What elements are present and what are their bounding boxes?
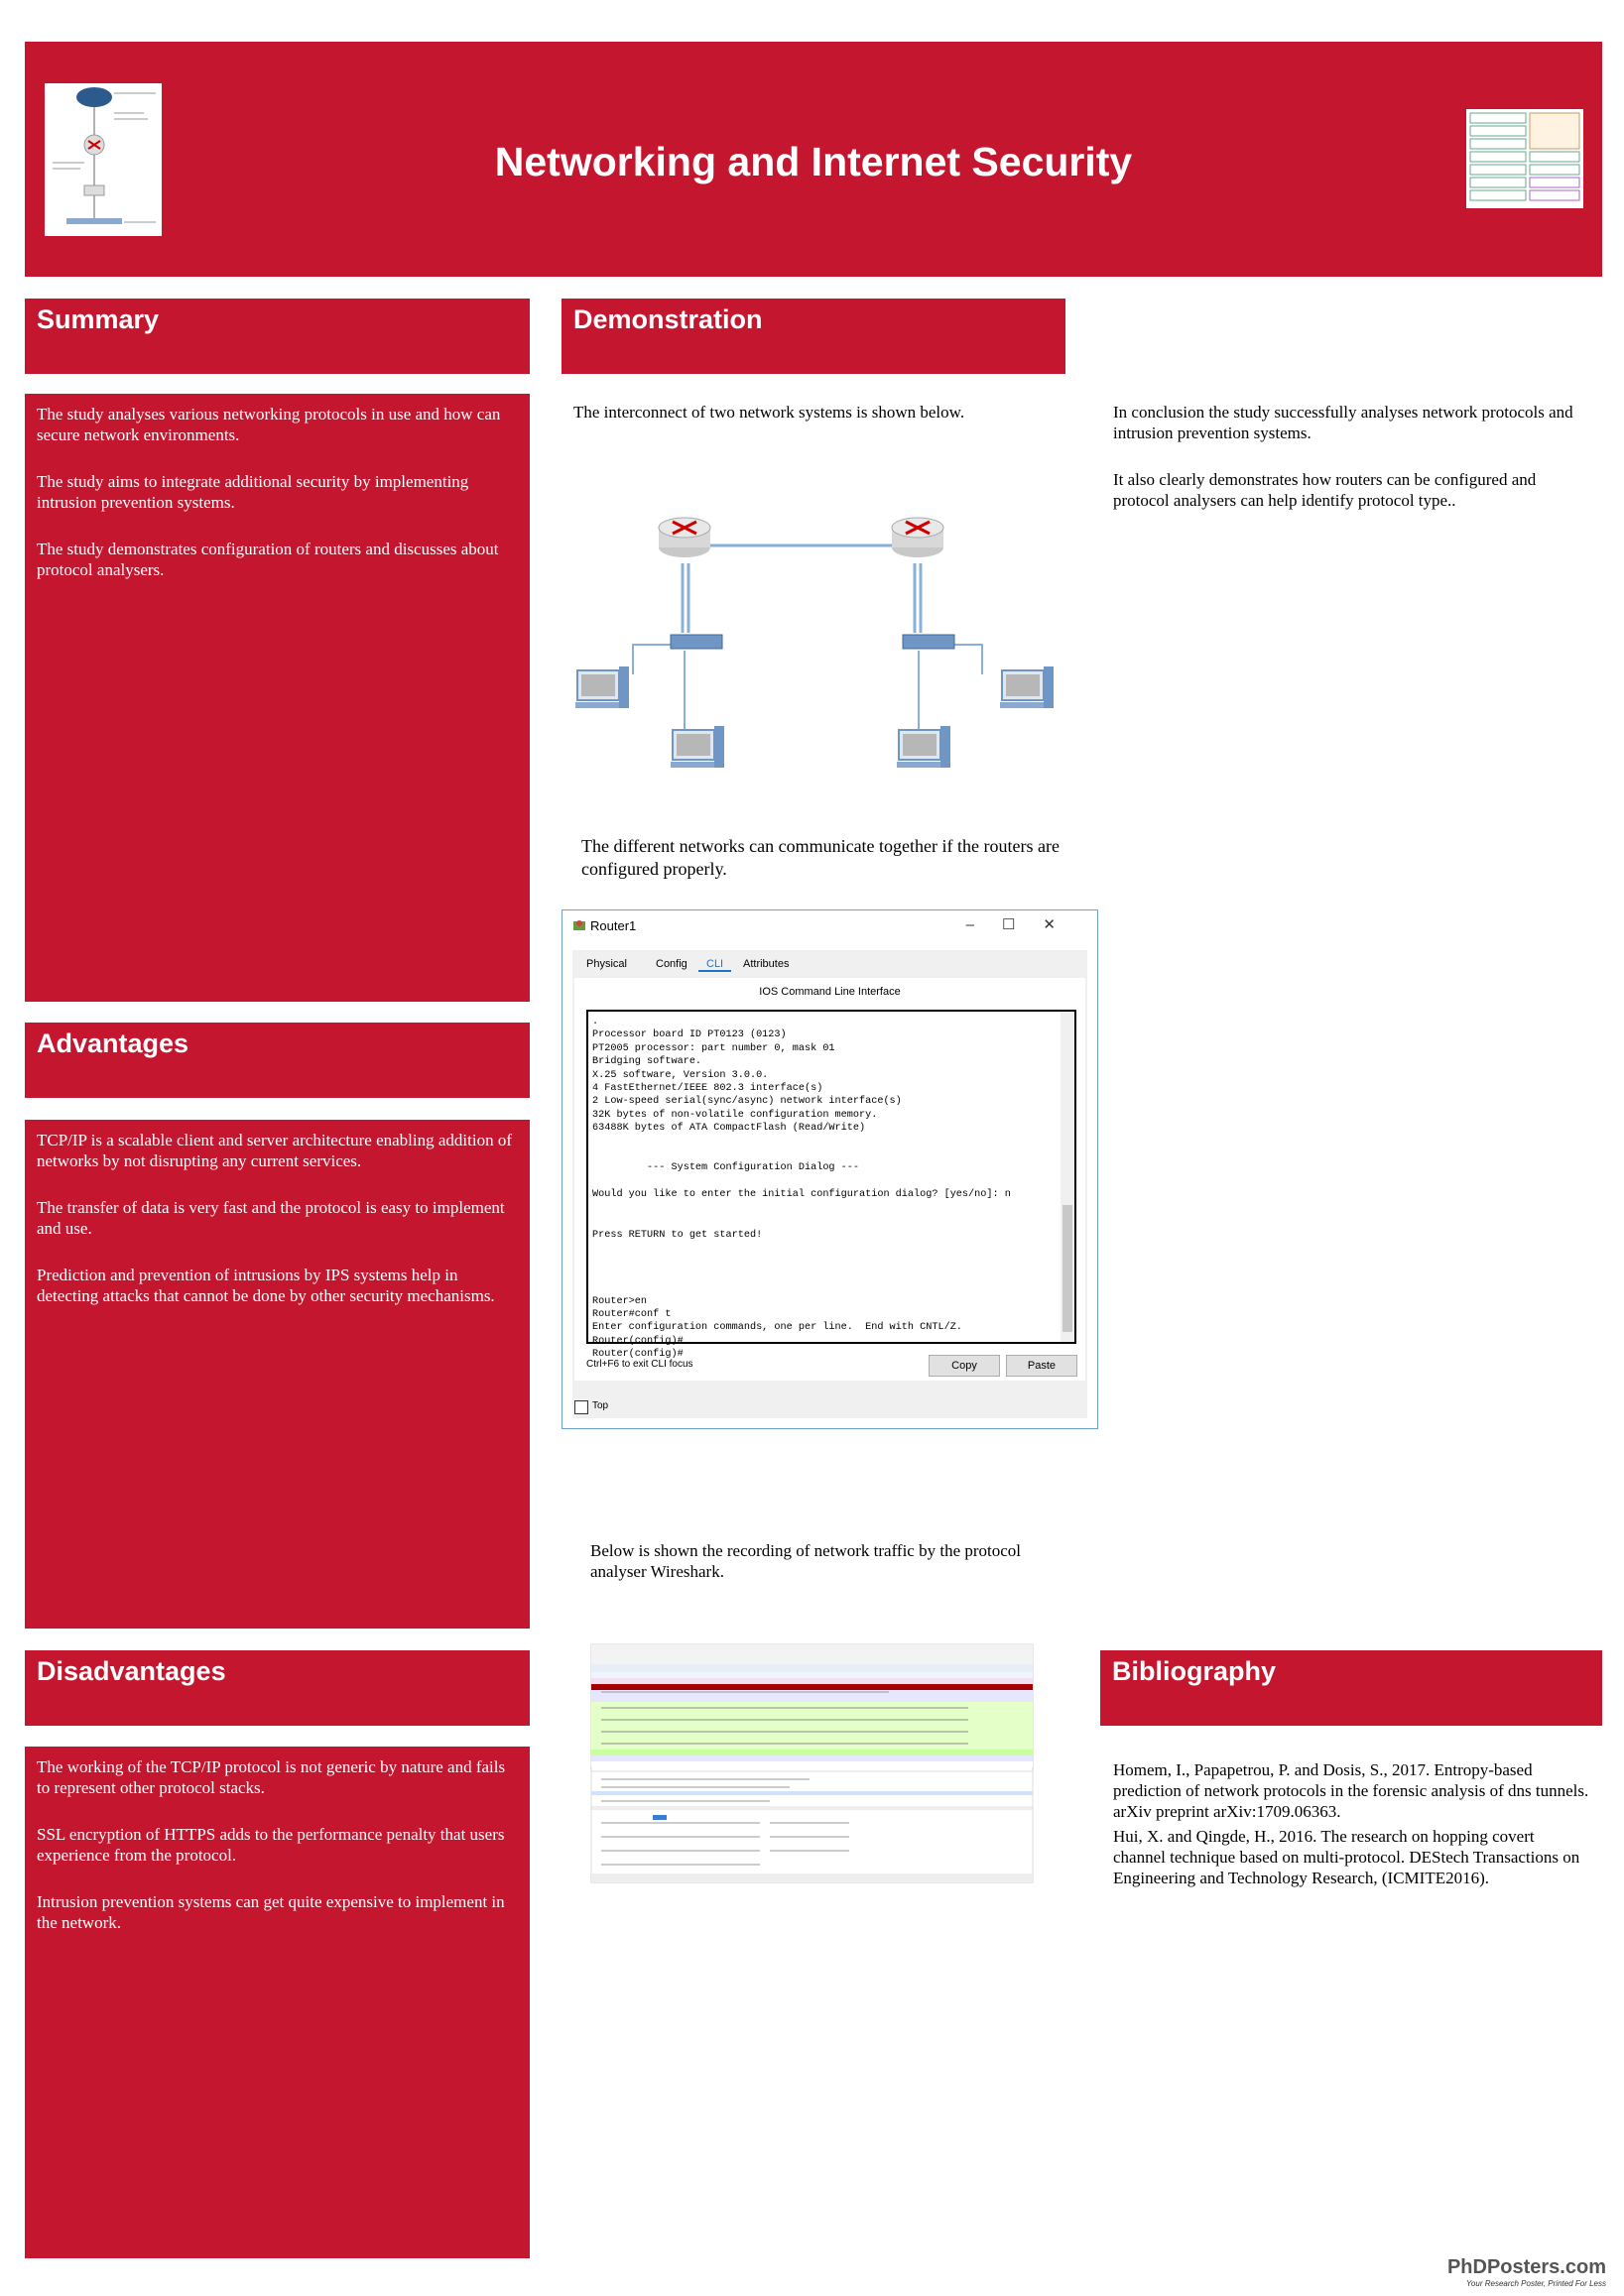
top-checkbox-label: Top [592, 1400, 609, 1411]
tab-physical[interactable]: Physical [586, 958, 627, 970]
demonstration-heading: Demonstration [562, 299, 1065, 374]
osi-tcpip-model-thumbnail [1466, 109, 1583, 208]
phdposters-logo [1447, 2256, 1606, 2288]
close-icon[interactable]: ✕ [1043, 916, 1083, 933]
maximize-icon[interactable]: ☐ [1001, 916, 1044, 933]
disadvantages-paragraph-1: The working of the TCP/IP protocol is not generic by nature and fails to represent other protocol stacks. [37, 1757, 506, 1797]
minimize-icon[interactable]: – [965, 916, 1002, 933]
tab-attributes[interactable]: Attributes [743, 958, 790, 970]
terminal-scrollbar[interactable] [1061, 1012, 1074, 1342]
poster-title: Networking and Internet Security [494, 139, 1133, 184]
summary-paragraph-1: The study analyses various networking protocols in use and how can secure network environments. [37, 405, 501, 444]
advantages-paragraph-1: TCP/IP is a scalable client and server architecture enabling addition of networks by not disrupting any current services. [37, 1131, 512, 1170]
pc-right-outer-icon [1000, 666, 1054, 708]
scrollbar-thumb[interactable] [1062, 1205, 1072, 1332]
network-diagram [575, 496, 1071, 784]
disadvantages-paragraph-2: SSL encryption of HTTPS adds to the performance penalty that users experience from the protocol. [37, 1825, 505, 1865]
footer-brand: PhDPosters.com [1446, 2256, 1606, 2278]
bibliography-entry-2: Hui, X. and Qingde, H., 2016. The research on hopping covert channel technique based on multi-protocol. DEStech Transactions on Engineering and Technology Research, (ICMITE2016). [1113, 1827, 1580, 1887]
advantages-paragraph-3: Prediction and prevention of intrusions by IPS systems help in detecting attacks that cannot be done by other security mechanisms. [37, 1266, 495, 1305]
disadvantages-paragraph-3: Intrusion prevention systems can get quite expensive to implement in the network. [37, 1892, 505, 1932]
bibliography-heading: Bibliography [1100, 1650, 1602, 1726]
advantages-heading: Advantages [25, 1023, 530, 1098]
router-right-icon [892, 518, 943, 557]
tab-config[interactable]: Config [656, 958, 687, 970]
cli-window-body [572, 950, 1087, 1418]
wireshark-screenshot [591, 1644, 1033, 1882]
summary-heading: Summary [25, 299, 530, 374]
pc-left-inner-icon [671, 726, 724, 768]
switch-left-icon [671, 635, 722, 649]
window-controls [966, 915, 1083, 933]
pc-left-outer-icon [575, 666, 629, 708]
paste-button[interactable]: Paste [1006, 1355, 1077, 1377]
disadvantages-heading: Disadvantages [25, 1650, 530, 1726]
poster-header [25, 42, 1602, 277]
tab-cli[interactable]: CLI [698, 958, 731, 972]
demonstration-intro: The interconnect of two network systems is shown below. [573, 403, 965, 422]
conclusion-paragraph-2: It also clearly demonstrates how routers can be configured and protocol analysers can help identify protocol type.. [1113, 470, 1537, 510]
conclusion-text [1113, 402, 1589, 537]
cli-pane [574, 978, 1085, 1381]
demonstration-caption-2: Below is shown the recording of network traffic by the protocol analyser Wireshark. [590, 1541, 1022, 1581]
cli-terminal[interactable] [586, 1010, 1076, 1361]
advantages-panel [25, 1120, 530, 1629]
summary-paragraph-2: The study aims to integrate additional security by implementing intrusion prevention systems. [37, 472, 469, 512]
conclusion-paragraph-1: In conclusion the study successfully analyses network protocols and intrusion prevention systems. [1113, 403, 1573, 442]
bibliography-list [1113, 1759, 1589, 1888]
cli-pane-heading: IOS Command Line Interface [759, 986, 901, 998]
cli-focus-hint: Ctrl+F6 to exit CLI focus [586, 1359, 693, 1370]
summary-paragraph-3: The study demonstrates configuration of routers and discusses about protocol analysers. [37, 540, 499, 579]
bibliography-entry-1: Homem, I., Papapetrou, P. and Dosis, S., 2017. Entropy-based prediction of network protocols in the forensic analysis of dns tunnels. arXiv preprint arXiv:1709.06363. [1113, 1760, 1589, 1821]
router-app-icon [572, 918, 586, 932]
terminal-output: . Processor board ID PT0123 (0123) PT2005 processor: part number 0, mask 01 Bridging software. X.25 software, Version 3.0.0. 4 FastEthernet/IEEE 802.3 interface(s) 2 Low-speed serial(sync/async) network interface(s) 32K bytes of non-volatile configuration memory. 63488K bytes of ATA CompactFlash (Read/Write) --- System Configuration Dialog --- Would you like to enter the initial configuration dialog? [yes/no]: n Press RETURN to get started! Router>en Router#conf t Enter configuration commands, one per line. End with CNTL/Z. Router(config)# Router(config)# [592, 1017, 1011, 1361]
copy-button[interactable]: Copy [929, 1355, 1000, 1377]
footer-tagline: Your Research Poster, Printed For Less [1466, 2279, 1606, 2288]
demonstration-caption-1: The different networks can communicate together if the routers are configured properly. [581, 836, 1060, 879]
advantages-paragraph-2: The transfer of data is very fast and the protocol is easy to implement and use. [37, 1198, 505, 1238]
router-cli-window [562, 909, 1098, 1429]
top-checkbox[interactable] [574, 1400, 588, 1414]
switch-right-icon [903, 635, 954, 649]
cli-window-title: Router1 [590, 918, 637, 933]
disadvantages-panel [25, 1747, 530, 2258]
router-left-icon [659, 518, 710, 557]
pc-right-inner-icon [897, 726, 950, 768]
summary-panel [25, 394, 530, 1002]
